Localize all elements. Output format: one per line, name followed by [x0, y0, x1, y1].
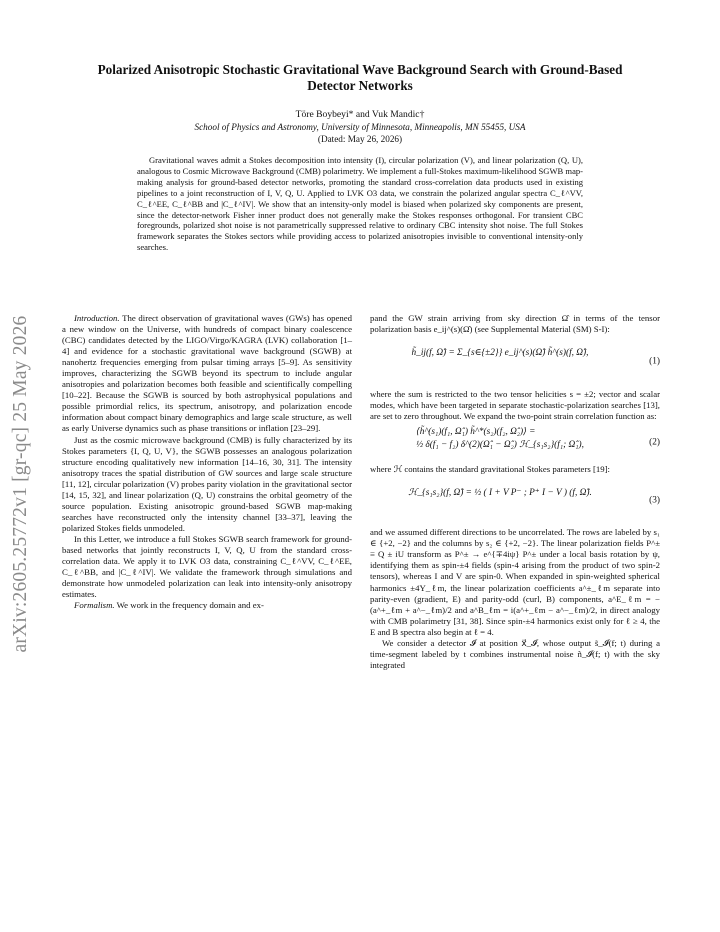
paragraph-strain-expansion: pand the GW strain arriving from sky direction Ω̂ in terms of the tensor polarization basis e_ij^(s)(Ω̂) (see Supplemental Material (SM) S-I): — [370, 313, 660, 335]
equation-2-line-2: ½ δ(f₁ − f₂) δ^(2)(Ω̂₁ − Ω̂₂) ℋ_{s₁s₂}(f₁; Ω̂₁), — [416, 440, 584, 451]
equation-1-number: (1) — [649, 356, 660, 367]
section-lead-introduction: Introduction. — [74, 313, 120, 323]
arxiv-identifier: arXiv:2605.25772v1 [gr-qc] 25 May 2026 — [10, 315, 31, 653]
equation-2-line-1: ⟨h̃^(s₁)(f₁, Ω̂₁) h̃^*(s₂)(f₂, Ω̂₂)⟩ = — [416, 427, 536, 438]
equation-2 — [370, 422, 660, 464]
paragraph-letter-summary: In this Letter, we introduce a full Stokes SGWB search framework for ground-based networks that jointly reconstructs I, V, Q, U from the standard cross-correlation data. We apply it to LVK O3 data, constraining C_ℓ^VV, C_ℓ^EE, C_ℓ^BB, and |C_ℓ^IV|. We validate the framework through simulations and demonstrate how unmodeled polarization can leak into intensity-only anisotropy estimates. — [62, 533, 352, 600]
paragraph-text: The direct observation of gravitational waves (GWs) has opened a new window on the Universe, with hundreds of compact binary coalescence (CBC) candidates detected by the LIGO/Virgo/KAGRA (LVK) collaboration [1–4] and evidence for a stochastic gravitational wave background (SGWB) at nanohertz frequencies emerging from pulsar timing arrays [5–9]. As sensitivity improves, characterizing the SGWB beyond its spectrum to include angular anisotropies and polarization becomes both feasible and scientifically compelling [10–22]. Because the SGWB is sourced by both astrophysical populations and possible primordial relics, its spectrum, anisotropy, and polarization encode information about compact binary demographics and large scale structure, as well as early Universe dynamics such as phase transitions or inflation [23–29]. — [62, 313, 352, 434]
abstract: Gravitational waves admit a Stokes decomposition into intensity (I), circular polarization (V), and linear polarization (Q, U), analogous to Cosmic Microwave Background (CMB) polarimetry. We implement a full-Stokes maximum-likelihood SGWB map-making analysis for ground-based detector networks, promoting the standard cross-correlation data products used in existing pipelines to a joint reconstruction of I, V, Q, U. Applied to LVK O3 data, we constrain the polarized angular spectra C_ℓ^VV, C_ℓ^EE, C_ℓ^BB and |C_ℓ^IV|. We show that an intensity-only model is biased when polarized sky components are present, since the detector-network Fisher inner product does not generally make the Stokes responses orthogonal. For transient CBC foregrounds, polarized shot noise is not parametrically suppressed relative to ordinary CBC intensity shot noise. The full Stokes framework separates the Stokes sectors while providing access to polarized anisotropies invisible to conventional intensity-only searches. — [137, 155, 583, 253]
equation-2-number: (2) — [649, 437, 660, 448]
equation-1-body: h̃_ij(f, Ω̂) = Σ_{s∈{±2}} e_ij^(s)(Ω̂) h̃^(s)(f, Ω̂), — [411, 348, 589, 359]
paragraph-formalism — [62, 600, 352, 611]
equation-3 — [370, 475, 660, 527]
paragraph-stokes-intro: where ℋ contains the standard gravitational Stokes parameters [19]: — [370, 464, 610, 475]
right-column — [370, 313, 660, 671]
section-lead-formalism: Formalism. — [74, 600, 115, 611]
paragraph-detector: We consider a detector 𝓘 at position x⃗_𝓘, whose output s̃_𝓘(f; t) during a time-segment labeled by t combines instrumental noise ñ_𝓘(f; t) with the sky integrated — [370, 637, 660, 670]
left-column — [62, 313, 352, 611]
paragraph-introduction — [62, 313, 352, 435]
paper-title: Polarized Anisotropic Stochastic Gravitational Wave Background Search with Ground-Based Detector Networks — [97, 62, 623, 93]
affiliation: School of Physics and Astronomy, University of Minnesota, Minneapolis, MN 55455, USA — [194, 122, 526, 132]
date-line: (Dated: May 26, 2026) — [317, 134, 403, 144]
equation-3-number: (3) — [649, 495, 660, 506]
paragraph-helicities: where the sum is restricted to the two tensor helicities s = ±2; vector and scalar modes, which have been targeted in separate stochastic-polarization searches [13], are set to zero throughout. We expand the two-point strain correlation function as: — [370, 389, 660, 422]
paragraph-spin-fields: and we assumed different directions to be uncorrelated. The rows are labeled by s₁ ∈ {+2, −2} and the columns by s₂ ∈ {+2, −2}. The linear polarization fields P^± ≡ Q ± iU transform as P^± → e^{∓4iψ} P^± under a local basis rotation by ψ, identifying them as spin-±4 fields (spin-4 arising from the product of two spin-2 tensors), whereas I and V are spin-0. When expanded in spin-weighted spherical harmonics ±4Y_ℓm, the linear polarization coefficients a^±_ℓm separate into parity-even (gradient, E) and parity-odd (curl, B) components, a^E_ℓm = −(a^+_ℓm + a^−_ℓm)/2 and a^B_ℓm = i(a^+_ℓm − a^−_ℓm)/2, in direct analogy with CMB polarimetry [31, 38]. Since spin-±4 harmonics exist only for ℓ ≥ 4, the E and B spectra also begin at ℓ = 4. — [370, 527, 660, 637]
paragraph-cmb-analogy: Just as the cosmic microwave background (CMB) is fully characterized by its Stokes parameters {I, Q, U, V}, the SGWB possesses an analogous polarization structure encoding qualitatively new information [14–16, 30, 31]. The intensity anisotropy traces the spatial distribution of GW sources and large scale structure [11, 12], circular polarization (V) probes parity violation in the gravitational sector [14, 15, 32], and linear polarization (Q, U) constrains the orbital geometry of the source population. Existing anisotropic ground-based SGWB map-making searches have reconstructed only the intensity channel [33–37], leaving the polarized Stokes fields unmodeled. — [62, 434, 352, 533]
author-list: Töre Boybeyi* and Vuk Mandic† — [295, 109, 425, 120]
paragraph-text: We work in the frequency domain and ex- — [114, 600, 264, 611]
arxiv-sidebar-stamp — [4, 284, 38, 684]
equation-1 — [370, 335, 660, 389]
equation-2-body — [416, 426, 614, 452]
equation-3-body: ℋ_{s₁s₂}(f, Ω̂) = ½ ( I + V P⁻ ; P⁺ I − V ) (f, Ω̂). — [408, 488, 592, 499]
